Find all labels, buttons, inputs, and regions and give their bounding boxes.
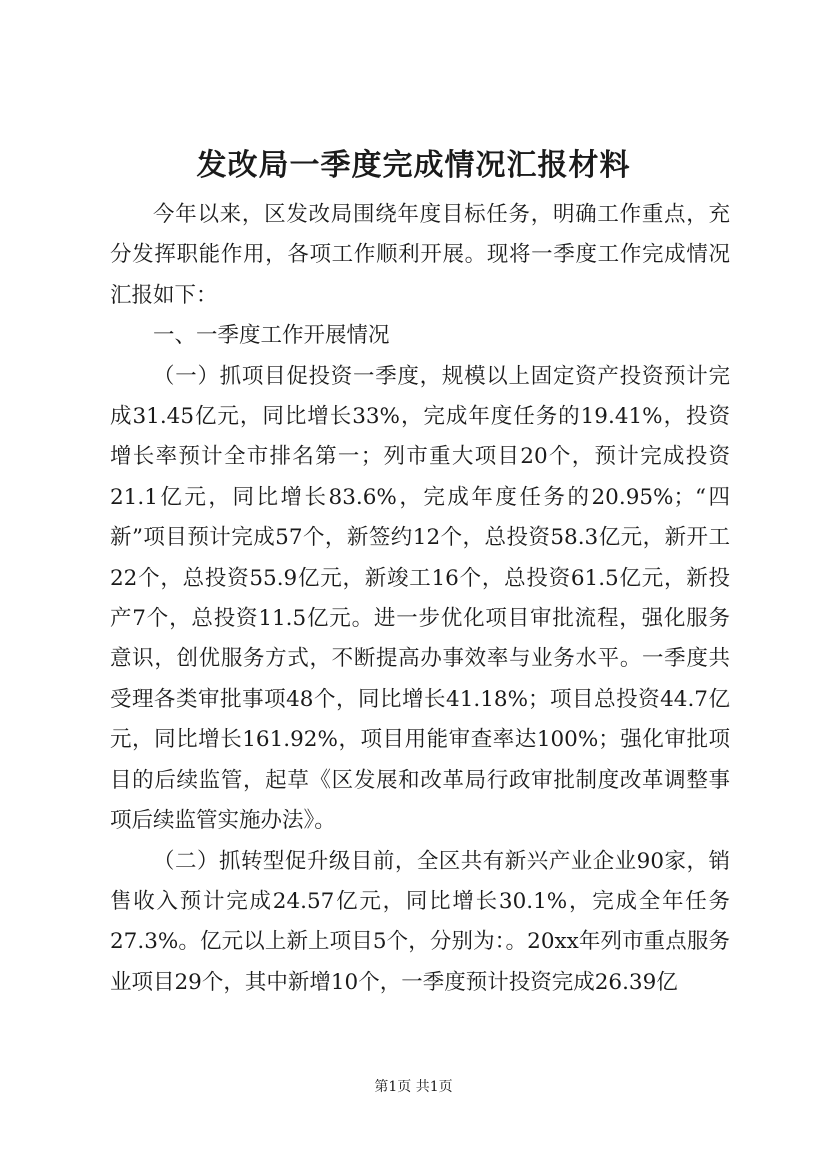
section-heading: 一、一季度工作开展情况 (153, 323, 390, 349)
document-title: 发改局一季度完成情况汇报材料 (196, 148, 631, 183)
document-body (110, 195, 730, 1003)
paragraph-investment: （一）抓项目促投资一季度，规模以上固定资产投资预计完成31.45亿元，同比增长33%，完成年度任务的19.41%，投资增长率预计全市排名第一；列市重大项目20个，预计完成投资21.1亿元，同比增长83.6%，完成年度任务的20.95%；“四新”项目预计完成57个，新签约12个，总投资58.3亿元，新开工22个，总投资55.9亿元，新竣工16个，总投资61.5亿元，新投产7个，总投资11.5亿元。进一步优化项目审批流程，强化服务意识，创优服务方式，不断提高办事效率与业务水平。一季度共受理各类审批事项48个，同比增长41.18%；项目总投资44.7亿元，同比增长161.92%，项目用能审查率达100%；强化审批项目的后续监管，起草《区发展和改革局行政审批制度改革调整事项后续监管实施办法》。 (110, 363, 730, 834)
paragraph-transformation: （二）抓转型促升级目前，全区共有新兴产业企业90家，销售收入预计完成24.57亿元，同比增长30.1%，完成全年任务27.3%。亿元以上新上项目5个，分别为：。20xx年列市重点服务业项目29个，其中新增10个，一季度预计投资完成26.39亿 (110, 848, 730, 995)
paragraph-intro: 今年以来，区发改局围绕年度目标任务，明确工作重点，充分发挥职能作用，各项工作顺利开展。现将一季度工作完成情况汇报如下： (110, 202, 730, 308)
page-number: 第1页 共1页 (374, 1079, 453, 1095)
